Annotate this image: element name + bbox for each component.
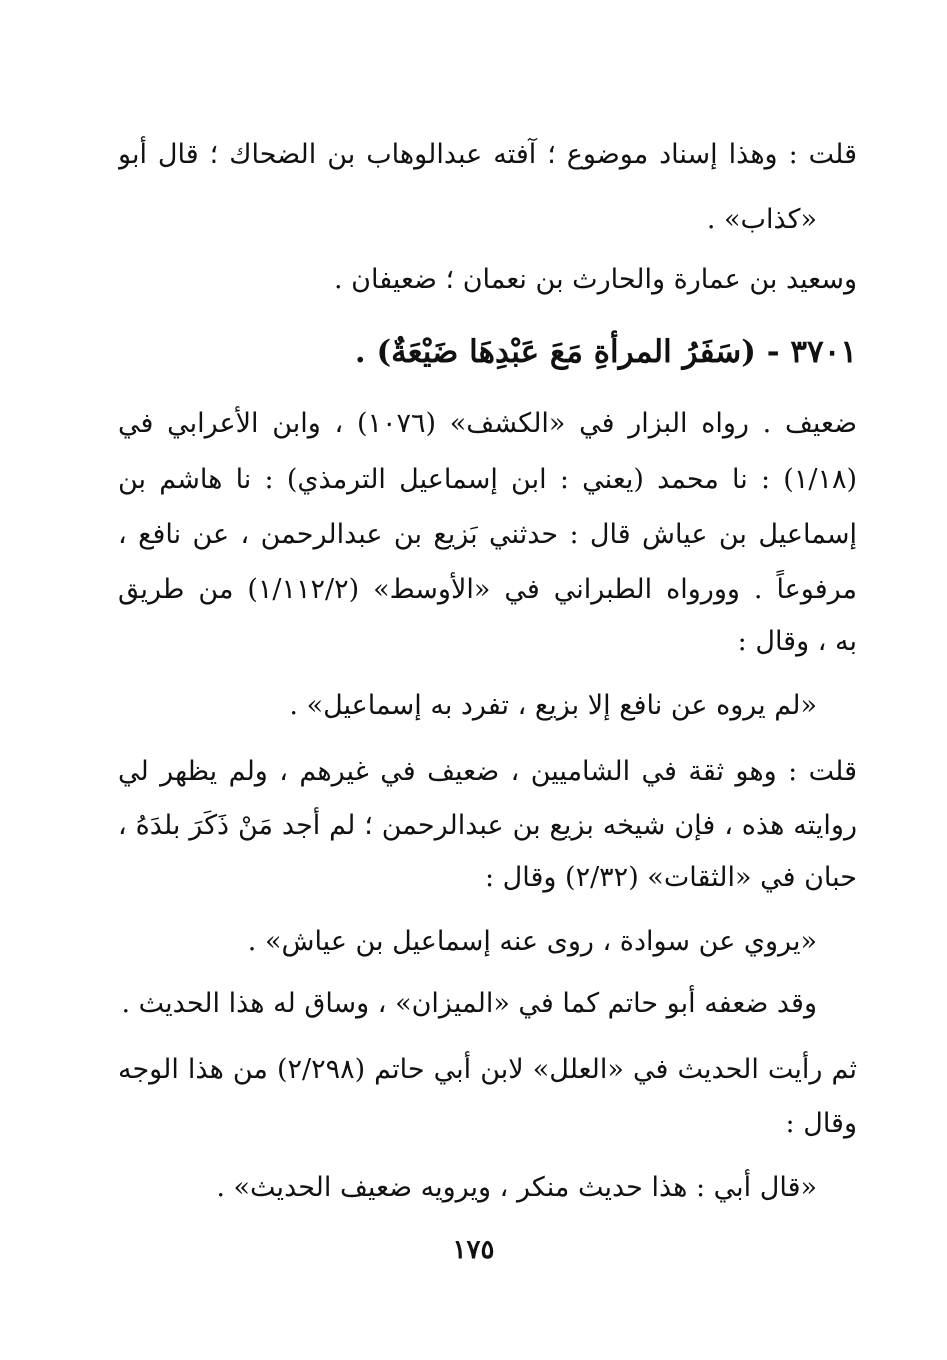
text-line-5: ضعيف . رواه البزار في «الكشف» (١٠٧٦) ، وابن الأعرابي في: [118, 408, 857, 439]
text-line-16: ثم رأيت الحديث في «العلل» لابن أبي حاتم (٢/٢٩٨) من هذا الوجه: [118, 1054, 857, 1085]
text-line-7: إسماعيل بن عياش قال : حدثني بَزيع بن عبدالرحمن ، عن نافع ،: [118, 519, 857, 550]
text-line-17: وقال :: [785, 1108, 857, 1139]
text-line-15: وقد ضعفه أبو حاتم كما في «الميزان» ، وساق له هذا الحديث .: [121, 988, 817, 1019]
text-line-8: مرفوعاً . وورواه الطبراني في «الأوسط» (١/١١٢/٢) من طريق: [118, 574, 857, 605]
text-line-3: وسعيد بن عمارة والحارث بن نعمان ؛ ضعيفان .: [334, 264, 857, 295]
text-line-11: قلت : وهو ثقة في الشاميين ، ضعيف في غيرهم ، ولم يظهر لي: [118, 756, 857, 787]
text-line-12: روايته هذه ، فإن شيخه بزيع بن عبدالرحمن ؛ لم أجد مَنْ ذَكَرَ بلدَهُ ،: [118, 810, 857, 841]
quote-line-3: «قال أبي : هذا حديث منكر ، ويرويه ضعيف الحديث» .: [216, 1172, 817, 1203]
text-line-9: به ، وقال :: [737, 626, 857, 657]
quote-line-1: «لم يروه عن نافع إلا بزيع ، تفرد به إسماعيل» .: [289, 690, 817, 721]
text-line-2: «كذاب» .: [706, 204, 817, 235]
text-line-6: (١/١٨) : نا محمد (يعني : ابن إسماعيل الترمذي) : نا هاشم بن: [118, 464, 857, 495]
text-line-13: حبان في «الثقات» (٢/٣٢) وقال :: [484, 862, 857, 893]
page-number: ١٧٥: [452, 1235, 495, 1265]
text-line-1: قلت : وهذا إسناد موضوع ؛ آفته عبدالوهاب بن الضحاك ؛ قال أبو: [118, 139, 857, 170]
hadith-heading: ٣٧٠١ - (سَفَرُ المرأةِ مَعَ عَبْدِهَا ضَيْعَةٌ) .: [354, 334, 857, 370]
quote-line-2: «يروي عن سوادة ، روى عنه إسماعيل بن عياش» .: [247, 926, 817, 957]
